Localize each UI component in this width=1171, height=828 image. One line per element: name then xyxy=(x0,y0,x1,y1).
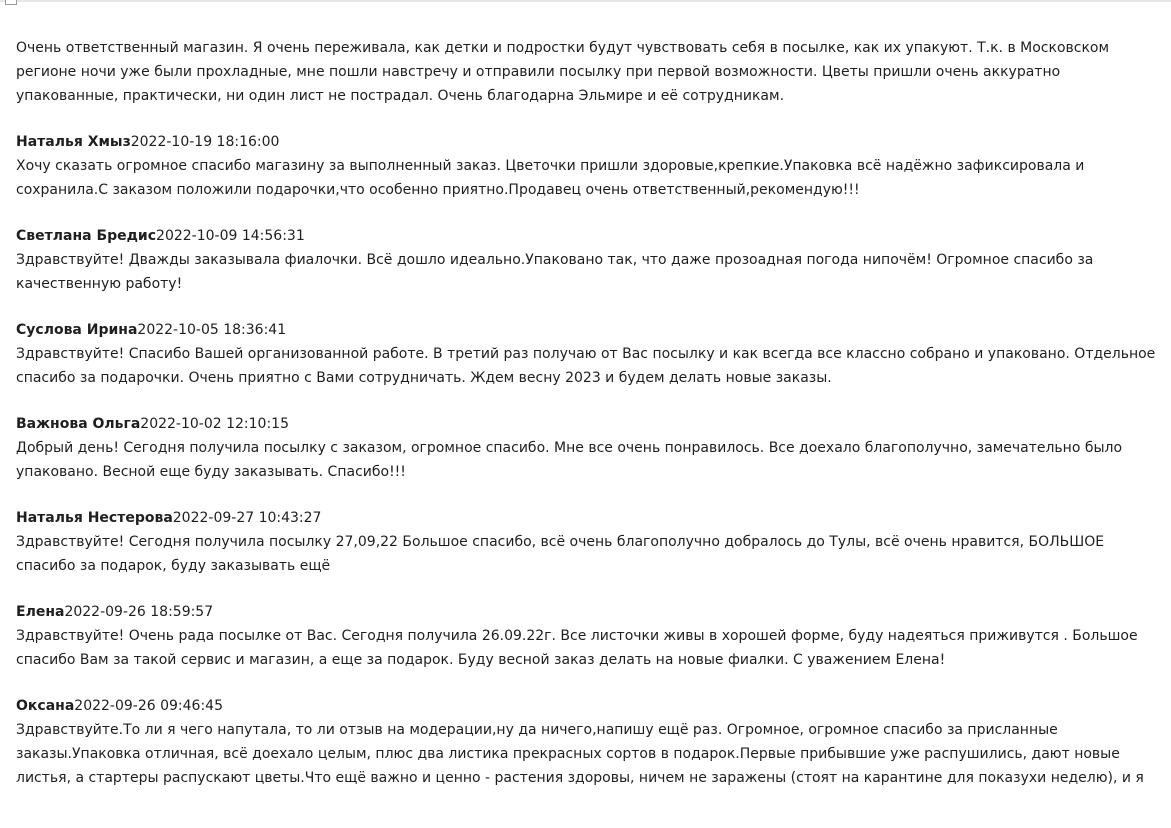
review-author: Суслова Ирина xyxy=(16,322,138,338)
review-text: Очень ответственный магазин. Я очень переживала, как детки и подростки будут чувствовать себя в посылке, как их упакуют. Т.к. в Московском регионе ночи уже были прохладные, мне пошли навстречу и отправили посылку при первой возможности. Цветы пришли очень аккуратно упакованные, практически, ни один лист не пострадал. Очень благодарна Эльмире и её сотрудникам. xyxy=(16,40,1110,104)
review-item xyxy=(16,36,1156,108)
review-header xyxy=(16,694,1156,718)
review-text: Здравствуйте! Дважды заказывала фиалочки. Всё дошло идеально.Упаковано так, что даже прозоадная погода нипочём! Огромное спасибо за качественную работу! xyxy=(16,252,1094,292)
corner-checkbox[interactable] xyxy=(5,0,17,5)
review-author: Важнова Ольга xyxy=(16,416,141,432)
review-datetime: 2022-09-26 18:59:57 xyxy=(64,604,214,620)
review-author: Наталья Хмыз xyxy=(16,134,131,150)
review-text: Хочу сказать огромное спасибо магазину за выполненный заказ. Цветочки пришли здоровые,крепкие.Упаковка всё надёжно зафиксировала и сохранила.С заказом положили подарочки,что особенно приятно.Продавец очень ответственный,рекомендую!!! xyxy=(16,158,1085,198)
review-datetime: 2022-10-09 14:56:31 xyxy=(156,228,305,244)
review-author: Наталья Нестерова xyxy=(16,510,173,526)
top-border xyxy=(0,0,1171,2)
review-header xyxy=(16,318,1156,342)
review-item xyxy=(16,318,1156,390)
review-datetime: 2022-10-02 12:10:15 xyxy=(140,416,289,432)
review-header xyxy=(16,506,1156,530)
review-header xyxy=(16,412,1156,436)
reviews-list xyxy=(16,36,1156,812)
review-datetime: 2022-10-05 18:36:41 xyxy=(137,322,287,338)
review-text: Здравствуйте! Сегодня получила посылку 27,09,22 Большое спасибо, всё очень благополучно добралось до Тулы, всё очень нравится, БОЛЬШОЕ спасибо за подарок, буду заказывать ещё xyxy=(16,534,1105,574)
review-datetime: 2022-09-27 10:43:27 xyxy=(172,510,322,526)
review-item xyxy=(16,224,1156,296)
review-header xyxy=(16,600,1156,624)
review-datetime: 2022-09-26 09:46:45 xyxy=(74,698,223,714)
review-header xyxy=(16,130,1156,154)
review-text: Здравствуйте.То ли я чего напутала, то ли отзыв на модерации,ну да ничего,напишу ещё раз. Огромное, огромное спасибо за присланные заказы.Упаковка отличная, всё доехало целым, плюс два листика прекрасных сортов в подарок.Первые прибывшие уже распушились, дают новые листья, а стартеры распускают цветы.Что ещё важно и ценно - растения здоровы, ничем не заражены (стоят на карантине для показухи неделю), и я xyxy=(16,722,1144,786)
review-item xyxy=(16,600,1156,672)
review-author: Оксана xyxy=(16,698,75,714)
review-text: Здравствуйте! Спасибо Вашей организованной работе. В третий раз получаю от Вас посылку и как всегда все классно собрано и упаковано. Отдельное спасибо за подарочки. Очень приятно с Вами сотрудничать. Ждем весну 2023 и будем делать новые заказы. xyxy=(16,346,1156,386)
review-header xyxy=(16,224,1156,248)
review-item xyxy=(16,694,1156,790)
review-datetime: 2022-10-19 18:16:00 xyxy=(130,134,280,150)
review-item xyxy=(16,506,1156,578)
review-item xyxy=(16,130,1156,202)
review-item xyxy=(16,412,1156,484)
review-text: Добрый день! Сегодня получила посылку с заказом, огромное спасибо. Мне все очень понравилось. Все доехало благополучно, замечательно было упаковано. Весной еще буду заказывать. Спасибо!!! xyxy=(16,440,1123,480)
review-author: Светлана Бредис xyxy=(16,228,157,244)
review-author: Елена xyxy=(16,604,65,620)
review-text: Здравствуйте! Очень рада посылке от Вас. Сегодня получила 26.09.22г. Все листочки живы в хорошей форме, буду надеяться приживутся . Большое спасибо Вам за такой сервис и магазин, а еще за подарок. Буду весной заказ делать на новые фиалки. С уважением Елена! xyxy=(16,628,1138,668)
